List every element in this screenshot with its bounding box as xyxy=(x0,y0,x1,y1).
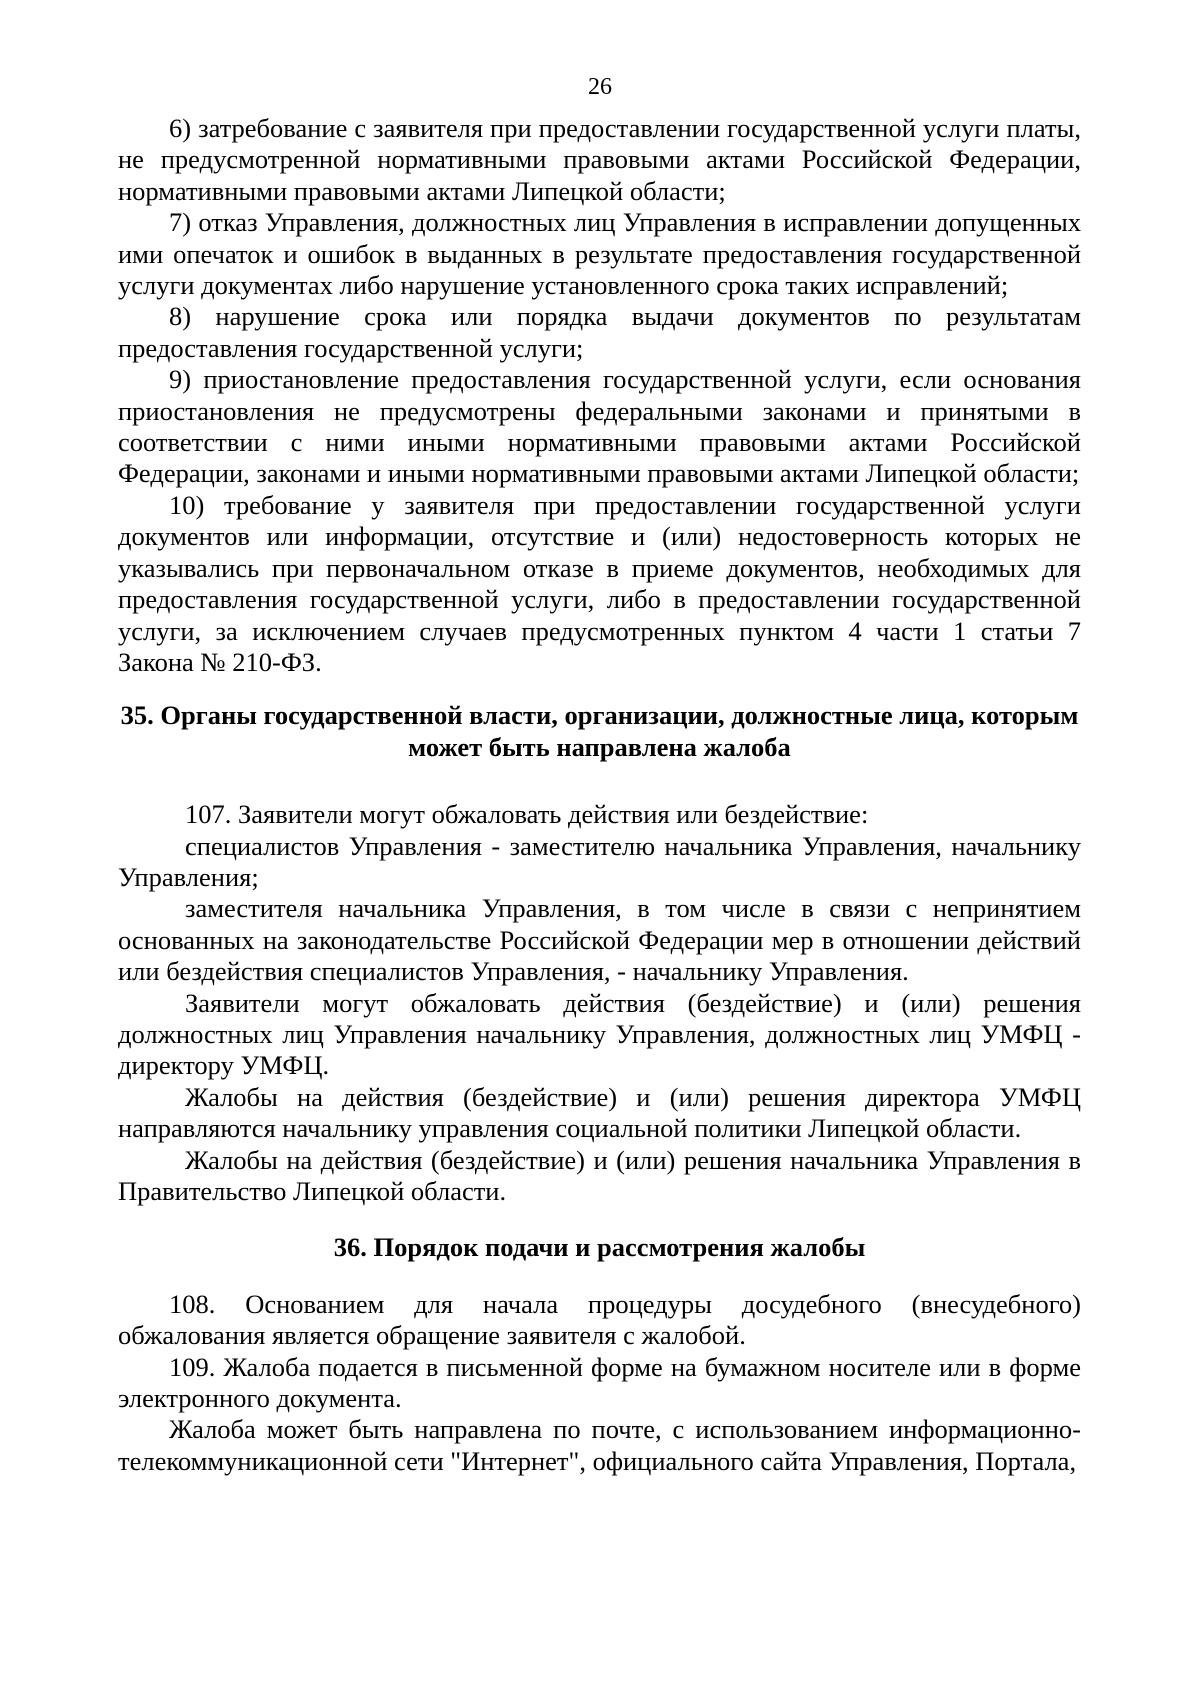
paragraph-107: 107. Заявители могут обжаловать действия или бездействие: xyxy=(185,799,869,830)
paragraph-deputy: заместителя начальника Управления, в том числе в связи с непринятием основанных на законодательстве Российской Федерации мер в отношении действий или бездействия специалистов Управления, - начальнику Управления. xyxy=(118,893,1081,987)
paragraph-officials: Заявители могут обжаловать действия (бездействие) и (или) решения должностных лиц Управления начальнику Управления, должностных лиц УМФЦ - директору УМФЦ. xyxy=(118,987,1081,1081)
list-item-7: 7) отказ Управления, должностных лиц Управления в исправлении допущенных ими опечаток и ошибок в выданных в результате предоставления государственной услуги документах либо нарушение установленного срока таких исправлений; xyxy=(118,207,1081,301)
page-number: 26 xyxy=(588,74,612,100)
paragraph-specialists: специалистов Управления - заместителю начальника Управления, начальнику Управления; xyxy=(118,830,1081,892)
document-body xyxy=(118,113,1081,1477)
list-item-8: 8) нарушение срока или порядка выдачи документов по результатам предоставления государственной услуги; xyxy=(118,301,1081,363)
section-36-heading: 36. Порядок подачи и рассмотрения жалобы xyxy=(333,1232,866,1263)
list-item-10: 10) требование у заявителя при предоставлении государственной услуги документов или информации, отсутствие и (или) недостоверность которых не указывались при первоначальном отказе в приеме документов, необходимых для предоставления государственной услуги, либо в предоставлении государственной услуги, за исключением случаев предусмотренных пунктом 4 части 1 статьи 7 Закона № 210-ФЗ. xyxy=(118,489,1081,677)
paragraph-108: 108. Основанием для начала процедуры досудебного (внесудебного) обжалования является обращение заявителя с жалобой. xyxy=(118,1288,1081,1351)
section-35-heading: 35. Органы государственной власти, организации, должностные лица, которым может быть направлена жалоба xyxy=(120,700,1079,762)
paragraph-submission-methods: Жалоба может быть направлена по почте, с использованием информационно-телекоммуникационной сети "Интернет", официального сайта Управления, Портала, xyxy=(118,1414,1081,1476)
paragraph-director-complaints: Жалобы на действия (бездействие) и (или) решения директора УМФЦ направляются начальнику управления социальной политики Липецкой области. xyxy=(118,1081,1081,1144)
paragraph-head-complaints: Жалобы на действия (бездействие) и (или) решения начальника Управления в Правительство Липецкой области. xyxy=(118,1144,1081,1206)
paragraph-109: 109. Жалоба подается в письменной форме на бумажном носителе или в форме электронного документа. xyxy=(118,1351,1081,1414)
list-item-9: 9) приостановление предоставления государственной услуги, если основания приостановления не предусмотрены федеральными законами и принятыми в соответствии с ними иными нормативными правовыми актами Российской Федерации, законами и иными нормативными правовыми актами Липецкой области; xyxy=(118,364,1081,489)
list-item-6: 6) затребование с заявителя при предоставлении государственной услуги платы, не предусмотренной нормативными правовыми актами Российской Федерации, нормативными правовыми актами Липецкой области; xyxy=(118,113,1081,206)
